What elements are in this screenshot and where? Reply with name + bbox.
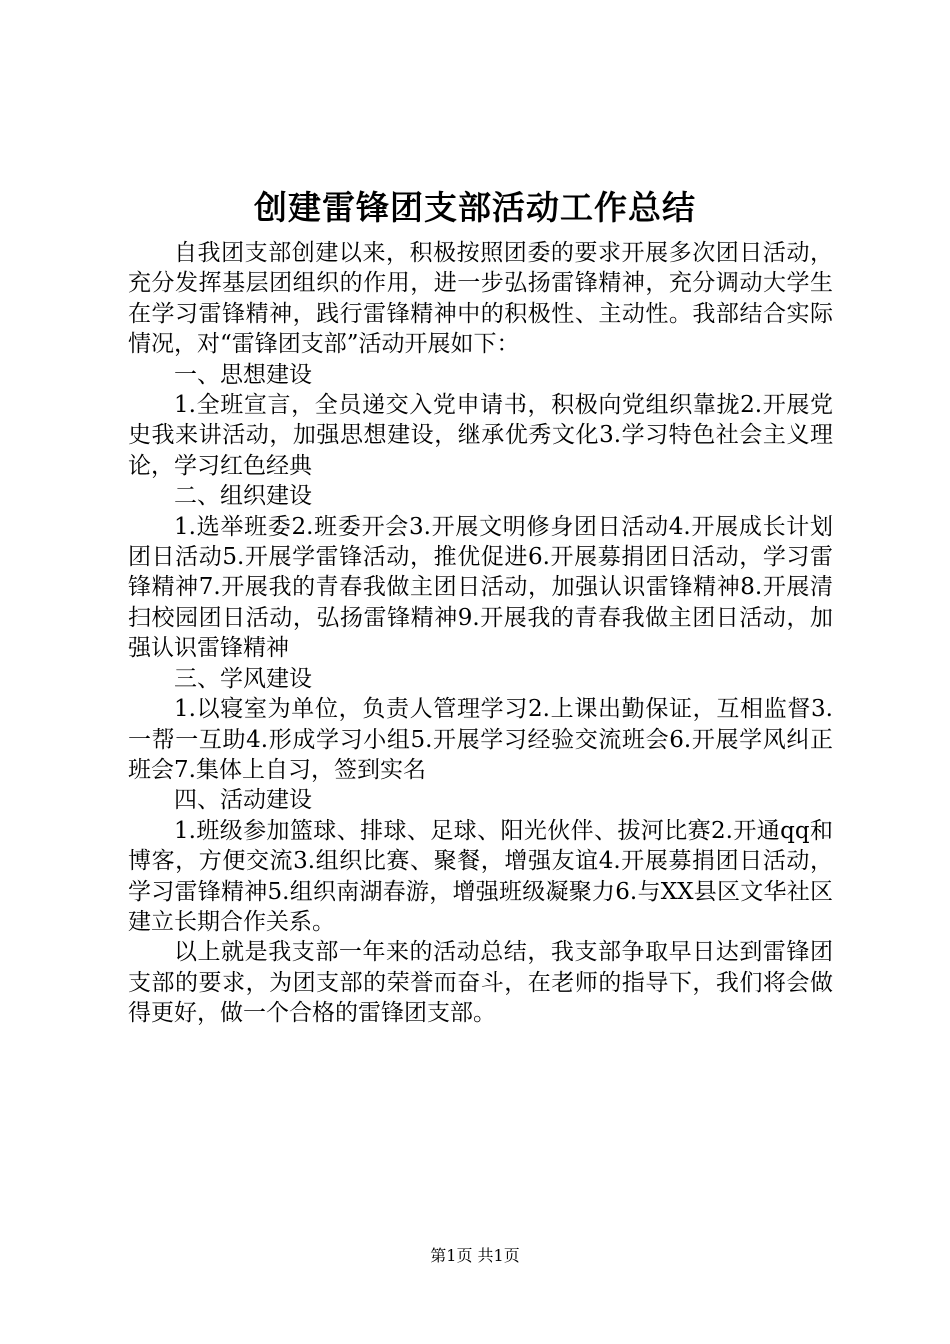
section-heading-organization: 二、组织建设: [174, 483, 312, 510]
section-heading-activities: 四、活动建设: [174, 787, 312, 814]
section-content-activities: 1.班级参加篮球、排球、足球、阳光伙伴、拔河比赛2.开通qq和博客，方便交流3.组织比赛、聚餐，增强友谊4.开展募捐团日活动，学习雷锋精神5.组织南湖春游，增强班级凝聚力6.与XX县区文华社区建立长期合作关系。: [128, 817, 833, 935]
section-content-ideology: 1.全班宣言，全员递交入党申请书，积极向党组织靠拢2.开展党史我来讲活动，加强思想建设，继承优秀文化3.学习特色社会主义理论，学习红色经典: [128, 392, 833, 479]
closing-paragraph: 以上就是我支部一年来的活动总结，我支部争取早日达到雷锋团支部的要求，为团支部的荣誉而奋斗，在老师的指导下，我们将会做得更好，做一个合格的雷锋团支部。: [128, 939, 833, 1027]
section-content-organization: 1.选举班委2.班委开会3.开展文明修身团日活动4.开展成长计划团日活动5.开展学雷锋活动，推优促进6.开展募捐团日活动，学习雷锋精神7.开展我的青春我做主团日活动，加强认识雷锋精神8.开展清扫校园团日活动，弘扬雷锋精神9.开展我的青春我做主团日活动，加强认识雷锋精神: [128, 513, 833, 662]
section-heading-study: 三、学风建设: [174, 665, 312, 692]
section-heading-ideology: 一、思想建设: [174, 361, 312, 388]
document-title: 创建雷锋团支部活动工作总结: [254, 188, 696, 227]
intro-paragraph: 自我团支部创建以来，积极按照团委的要求开展多次团日活动，充分发挥基层团组织的作用，进一步弘扬雷锋精神，充分调动大学生在学习雷锋精神，践行雷锋精神中的积极性、主动性。我部结合实际情况，对“雷锋团支部”活动开展如下：: [128, 240, 833, 358]
page-footer: 第1页 共1页: [430, 1246, 520, 1265]
document-body: [128, 238, 833, 1029]
section-content-study: 1.以寝室为单位，负责人管理学习2.上课出勤保证，互相监督3.一帮一互助4.形成学习小组5.开展学习经验交流班会6.开展学风纠正班会7.集体上自习，签到实名: [128, 696, 833, 783]
